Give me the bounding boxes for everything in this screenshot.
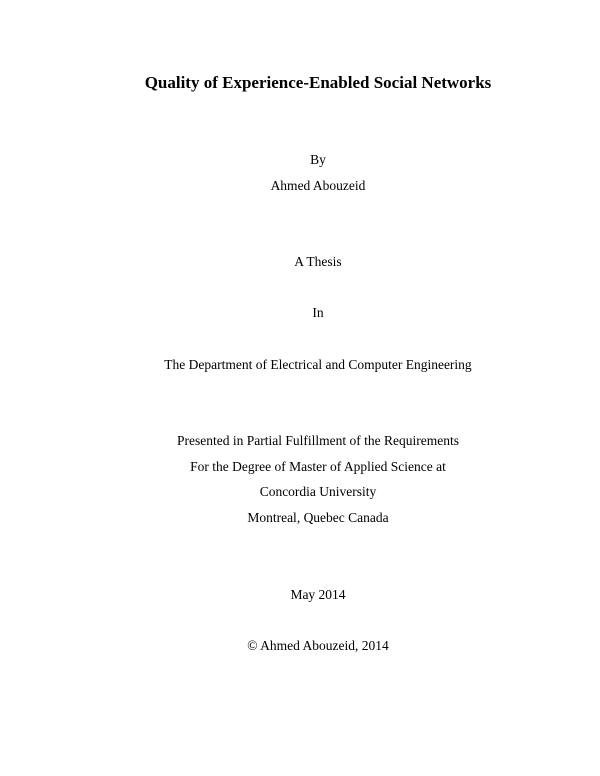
copyright-notice: © Ahmed Abouzeid, 2014 [247,638,389,653]
presentation-line-2: For the Degree of Master of Applied Science at [190,459,446,474]
university-location: Montreal, Quebec Canada [247,510,389,525]
university-name: Concordia University [259,484,377,499]
thesis-title: Quality of Experience-Enabled Social Networks [144,73,492,92]
author-name: Ahmed Abouzeid [270,178,366,193]
in-label: In [312,305,324,320]
department: The Department of Electrical and Computer Engineering [164,357,472,372]
document-type: A Thesis [294,254,342,269]
submission-date: May 2014 [290,587,346,602]
presentation-line-1: Presented in Partial Fulfillment of the Requirements [177,433,459,448]
by-label: By [310,152,326,167]
